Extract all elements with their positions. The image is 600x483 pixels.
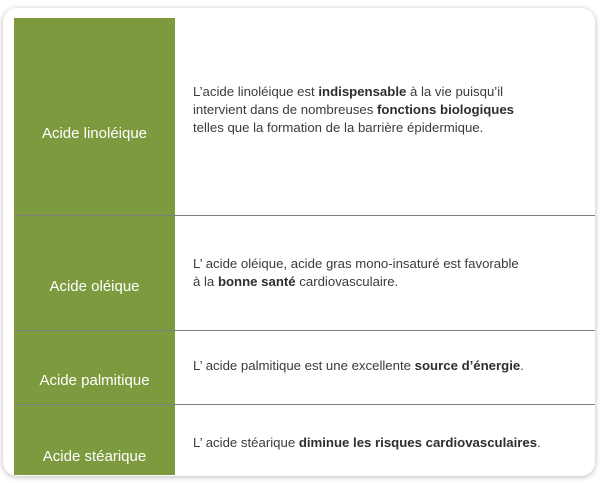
row-label: Acide palmitique xyxy=(39,372,150,389)
fatty-acids-table xyxy=(3,8,595,476)
table-row xyxy=(14,216,595,331)
row-label: Acide oléique xyxy=(49,278,140,295)
row-label: Acide linoléique xyxy=(41,125,148,142)
row-description: L’ acide oléique, acide gras mono-insaturé est favorable à la bonne santé cardiovasculaire. xyxy=(193,256,519,289)
row-description: L’ acide stéarique diminue les risques cardiovasculaires. xyxy=(193,435,541,450)
row-label: Acide stéarique xyxy=(42,448,147,465)
emphasis-text: diminue les risques cardiovasculaires xyxy=(298,435,538,450)
emphasis-text: source d’énergie xyxy=(414,358,521,373)
row-description: L’ acide palmitique est une excellente source d’énergie. xyxy=(193,358,524,373)
emphasis-text: bonne santé xyxy=(217,274,296,289)
row-description: L’acide linoléique est indispensable à la vie puisqu’il intervient dans de nombreuses fonctions biologiques telles que la formation de la barrière épidermique. xyxy=(193,84,515,135)
table-row xyxy=(14,331,595,405)
table-row xyxy=(14,18,595,216)
emphasis-text: indispensable xyxy=(318,84,407,99)
emphasis-text: fonctions biologiques xyxy=(377,102,515,117)
table-row xyxy=(14,405,595,475)
